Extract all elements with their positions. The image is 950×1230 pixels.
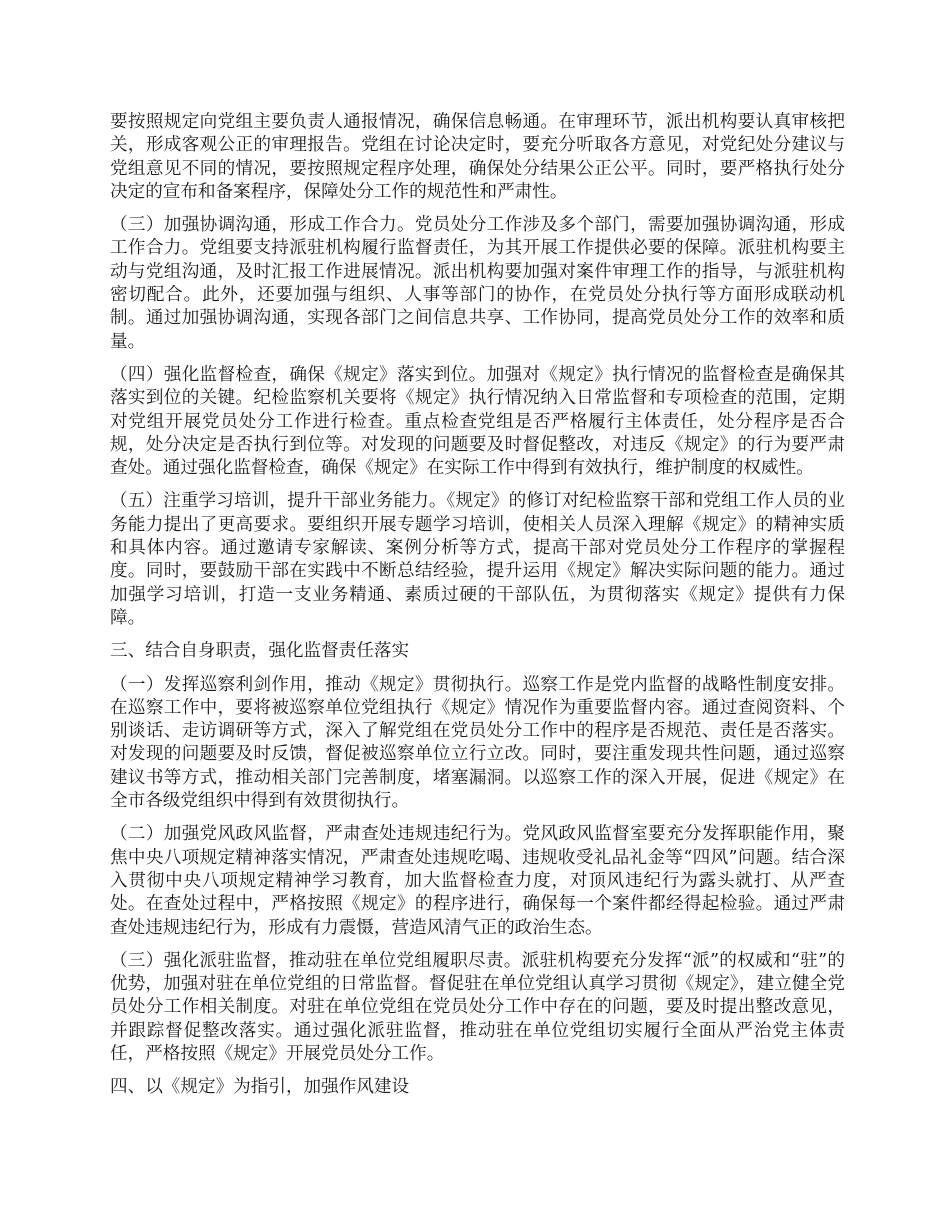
paragraph-inspection-tours: （一）发挥巡察利剑作用，推动《规定》贯彻执行。巡察工作是党内监督的战略性制度安排。在巡察工作中，要将被巡察单位党组执行《规定》情况作为重要监督内容。通过查阅资料、个别谈话、走访调研等方式，深入了解党组在党员处分工作中的程序是否规范、责任是否落实。对发现的问题要及时反馈，督促被巡察单位立行立改。同时，要注重发现共性问题，通过巡察建议书等方式，推动相关部门完善制度，堵塞漏洞。以巡察工作的深入开展，促进《规定》在全市各级党组织中得到有效贯彻执行。 [110,674,845,812]
paragraph-coordination: （三）加强协调沟通，形成工作合力。党员处分工作涉及多个部门，需要加强协调沟通，形成工作合力。党组要支持派驻机构履行监督责任，为其开展工作提供必要的保障。派驻机构要主动与党组沟通，及时汇报工作进展情况。派出机构要加强对案件审理工作的指导，与派驻机构密切配合。此外，还要加强与组织、人事等部门的协作，在党员处分执行等方面形成联动机制。通过加强协调沟通，实现各部门之间信息共享、工作协同，提高党员处分工作的效率和质量。 [110,215,845,352]
section-heading-4: 四、以《规定》为指引，加强作风建设 [110,1077,410,1098]
paragraph-training: （五）注重学习培训，提升干部业务能力。《规定》的修订对纪检监察干部和党组工作人员的业务能力提出了更高要求。要组织开展专题学习培训，使相关人员深入理解《规定》的精神实质和具体内容。通过邀请专家解读、案例分析等方式，提高干部对党员处分工作程序的掌握程度。同时，要鼓励干部在实践中不断总结经验，提升运用《规定》解决实际问题的能力。通过加强学习培训，打造一支业务精通、素质过硬的干部队伍，为贯彻落实《规定》提供有力保障。 [110,491,845,628]
document-page [110,111,845,1110]
paragraph-supervision-inspection: （四）强化监督检查，确保《规定》落实到位。加强对《规定》执行情况的监督检查是确保其落实到位的关键。纪检监察机关要将《规定》执行情况纳入日常监督和专项检查的范围，定期对党组开展党员处分工作进行检查。重点检查党组是否严格履行主体责任，处分程序是否合规，处分决定是否执行到位等。对发现的问题要及时督促整改，对违反《规定》的行为要严肃查处。通过强化监督检查，确保《规定》在实际工作中得到有效执行，维护制度的权威性。 [110,364,845,479]
section-heading-3: 三、结合自身职责，强化监督责任落实 [110,641,410,662]
paragraph-conduct-supervision: （二）加强党风政风监督，严肃查处违规违纪行为。党风政风监督室要充分发挥职能作用，聚焦中央八项规定精神落实情况，严肃查处违规吃喝、违规收受礼品礼金等“四风”问题。结合深入贯彻中央八项规定精神学习教育，加大监督检查力度，对顶风违纪行为露头就打、从严查处。在查处过程中，严格按照《规定》的程序进行，确保每一个案件都经得起检验。通过严肃查处违规违纪行为，形成有力震慑，营造风清气正的政治生态。 [110,824,845,938]
paragraph-stationed-supervision: （三）强化派驻监督，推动驻在单位党组履职尽责。派驻机构要充分发挥“派”的权威和“驻”的优势，加强对驻在单位党组的日常监督。督促驻在单位党组认真学习贯彻《规定》，建立健全党员处分工作相关制度。对驻在单位党组在党员处分工作中存在的问题，要及时提出整改意见，并跟踪督促整改落实。通过强化派驻监督，推动驻在单位党组切实履行全面从严治党主体责任，严格按照《规定》开展党员处分工作。 [110,950,845,1064]
paragraph-disciplinary-procedure: 要按照规定向党组主要负责人通报情况，确保信息畅通。在审理环节，派出机构要认真审核把关，形成客观公正的审理报告。党组在讨论决定时，要充分听取各方意见，对党纪处分建议与党组意见不同的情况，要按照规定程序处理，确保处分结果公正公平。同时，要严格执行处分决定的宣布和备案程序，保障处分工作的规范性和严肃性。 [110,112,845,202]
